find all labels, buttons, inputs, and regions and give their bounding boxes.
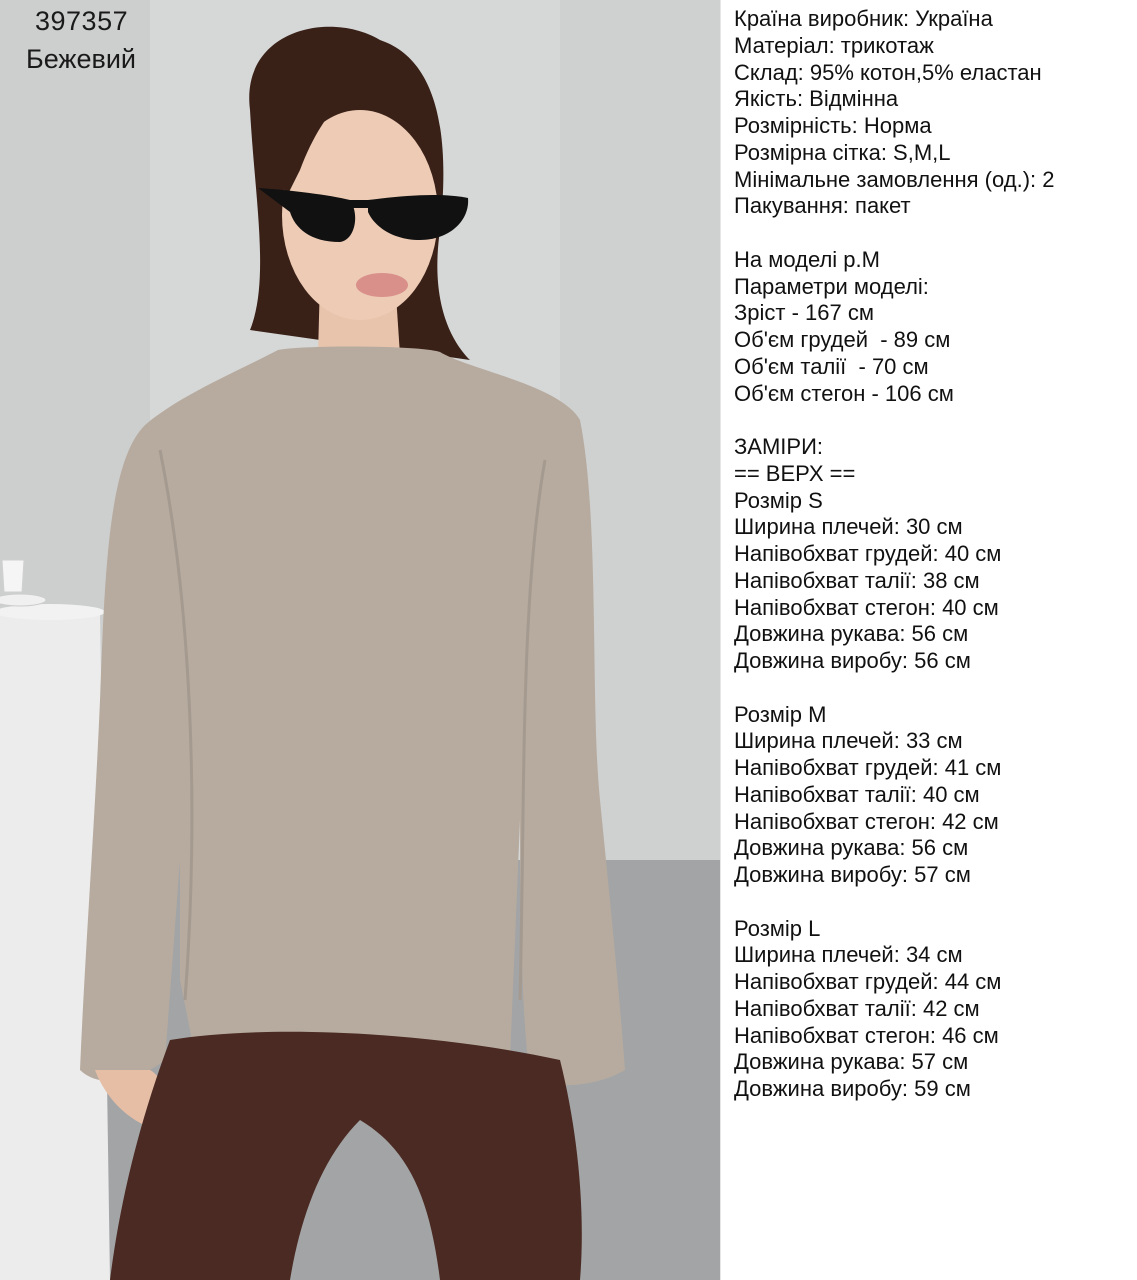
- measurements-section: [734, 434, 1134, 1103]
- size-l-line: Напівобхват грудей: 44 см: [734, 969, 1002, 994]
- size-s-line: Напівобхват стегон: 40 см: [734, 594, 999, 620]
- size-m-line: Напівобхват талії: 40 см: [734, 781, 980, 807]
- size-s-line: Напівобхват грудей: 40 см: [734, 541, 1002, 566]
- size-l-title: Розмір L: [734, 915, 821, 941]
- info-line: Мінімальне замовлення (од.): 2: [734, 166, 1055, 192]
- size-l-line: Напівобхват талії: 42 см: [734, 995, 980, 1021]
- size-l-line: Довжина виробу: 59 см: [734, 1076, 971, 1101]
- info-line: Склад: 95% котон,5% еластан: [734, 59, 1042, 85]
- product-code: 397357: [35, 6, 129, 36]
- size-s-title: Розмір S: [734, 487, 823, 513]
- measurements-title: ЗАМІРИ:: [734, 434, 823, 459]
- model-line: Об'єм талії - 70 см: [734, 353, 929, 379]
- size-m-line: Ширина плечей: 33 см: [734, 728, 963, 754]
- info-line: Матеріал: трикотаж: [734, 32, 934, 58]
- model-line: На моделі р.М: [734, 246, 880, 272]
- product-color: Бежевий: [26, 44, 137, 74]
- model-line: Об'єм стегон - 106 см: [734, 380, 954, 406]
- product-specs: [734, 6, 1134, 1103]
- size-l-line: Довжина рукава: 57 см: [734, 1049, 969, 1075]
- model-section: [734, 247, 1134, 408]
- size-s-line: Довжина рукава: 56 см: [734, 621, 969, 647]
- info-line: Пакування: пакет: [734, 193, 911, 219]
- size-m-line: Напівобхват стегон: 42 см: [734, 808, 999, 834]
- measurements-subtitle: == ВЕРХ ==: [734, 460, 856, 486]
- divider: [720, 0, 721, 1280]
- model-line: Об'єм грудей - 89 см: [734, 327, 951, 352]
- size-m-line: Довжина виробу: 57 см: [734, 862, 971, 887]
- size-m-line: Довжина рукава: 56 см: [734, 835, 969, 861]
- size-s-line: Ширина плечей: 30 см: [734, 514, 963, 540]
- size-m-line: Напівобхват грудей: 41 см: [734, 755, 1002, 780]
- model-line: Зріст - 167 см: [734, 300, 874, 326]
- info-line: Розмірна сітка: S,M,L: [734, 139, 951, 165]
- size-s-line: Довжина виробу: 56 см: [734, 648, 971, 673]
- info-line: Якість: Відмінна: [734, 86, 899, 112]
- info-line: Країна виробник: Україна: [734, 6, 993, 31]
- size-s-line: Напівобхват талії: 38 см: [734, 567, 980, 593]
- size-l-line: Ширина плечей: 34 см: [734, 942, 963, 968]
- size-m-title: Розмір М: [734, 701, 827, 727]
- model-line: Параметри моделі:: [734, 273, 929, 299]
- size-l-line: Напівобхват стегон: 46 см: [734, 1022, 999, 1048]
- info-section: [734, 6, 1134, 220]
- info-line: Розмірність: Норма: [734, 113, 932, 138]
